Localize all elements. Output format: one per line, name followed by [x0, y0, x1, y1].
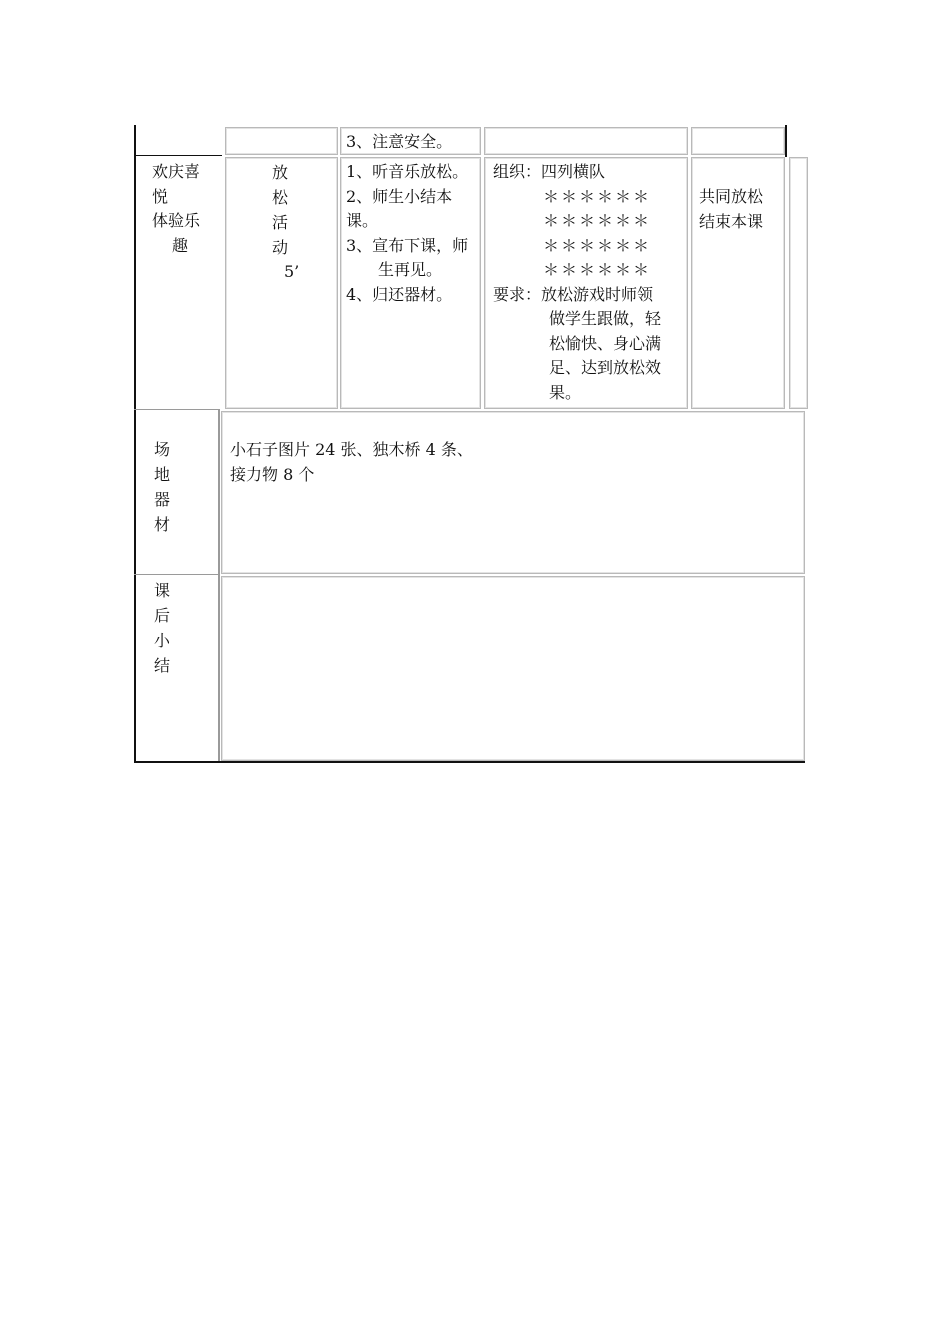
- relax-req-line-4: 足、达到放松效: [549, 358, 662, 377]
- row-divider-relax: [134, 409, 220, 410]
- equipment-content-cell: [221, 411, 805, 574]
- relax-trailing-cell: [789, 157, 808, 409]
- prev-content-cell: [340, 127, 481, 155]
- relax-theme-line-4: 趣: [172, 235, 189, 255]
- summary-label-char-1: 课: [154, 581, 171, 600]
- equipment-label-char-4: 材: [154, 515, 171, 534]
- relax-org-cell: [484, 157, 688, 409]
- relax-activity-char-3: 活: [272, 213, 289, 232]
- relax-goal-line-1: 共同放松: [699, 187, 764, 206]
- relax-content-cell: [340, 157, 481, 409]
- star-row-2: ＊＊＊＊＊＊: [543, 211, 652, 230]
- relax-activity-time: 5’: [284, 262, 300, 281]
- equipment-label-char-2: 地: [154, 465, 171, 484]
- prev-org-cell: [484, 127, 688, 155]
- relax-content-line-6: 4、归还器材。: [346, 284, 453, 304]
- relax-content-line-4: 3、宣布下课，师: [346, 235, 469, 255]
- relax-goal-line-2: 结束本课: [699, 211, 764, 231]
- relax-theme-cell: [136, 157, 222, 409]
- star-row-4: ＊＊＊＊＊＊: [543, 260, 652, 279]
- prev-col-2-cell: [225, 127, 338, 155]
- relax-req-line-3: 松愉快、身心满: [549, 333, 662, 353]
- relax-theme-line-3: 体验乐: [152, 211, 201, 230]
- equipment-label-char-1: 场: [154, 440, 171, 459]
- equipment-label: [154, 437, 170, 537]
- equipment-line-2: 接力物 8 个: [230, 465, 315, 484]
- relax-activity-char-1: 放: [272, 163, 289, 182]
- relax-org-label: 组织：四列横队: [493, 162, 606, 181]
- label-column-divider: [218, 409, 220, 763]
- summary-content-cell: [221, 576, 805, 761]
- summary-label-char-3: 小: [154, 631, 171, 650]
- summary-label-char-4: 结: [154, 656, 171, 675]
- relax-activity-name: [272, 160, 288, 260]
- star-row-3: ＊＊＊＊＊＊: [543, 235, 652, 255]
- relax-activity-cell: [225, 157, 338, 409]
- table-bottom-border: [134, 761, 805, 763]
- prev-goal-cell: [691, 127, 785, 155]
- row-divider-equipment: [134, 574, 220, 575]
- formation-diagram: [543, 185, 651, 283]
- relax-req-line-1: 要求：放松游戏时师领: [493, 284, 654, 304]
- relax-theme-line-2: 悦: [152, 186, 169, 206]
- relax-content-line-1: 1、听音乐放松。: [346, 162, 469, 181]
- relax-content-line-2: 2、师生小结本: [346, 186, 453, 206]
- summary-label-cell: [136, 576, 218, 761]
- relax-activity-char-4: 动: [272, 238, 289, 257]
- star-row-1: ＊＊＊＊＊＊: [543, 186, 652, 206]
- relax-req-line-5: 果。: [549, 382, 582, 402]
- summary-label-char-2: 后: [154, 606, 171, 625]
- relax-theme-line-1: 欢庆喜: [152, 162, 201, 181]
- equipment-label-cell: [136, 411, 218, 574]
- prev-content-text: 3、注意安全。: [346, 132, 453, 151]
- relax-activity-char-2: 松: [272, 188, 289, 207]
- row-divider-top: [134, 155, 222, 156]
- equipment-line-1: 小石子图片 24 张、独木桥 4 条、: [230, 440, 473, 459]
- table-right-border-top: [785, 125, 787, 157]
- relax-content-line-3: 课。: [346, 211, 379, 230]
- summary-label: [154, 578, 170, 678]
- relax-req-line-2: 做学生跟做，轻: [549, 309, 662, 328]
- relax-goal-cell: [691, 157, 785, 409]
- relax-content-line-5: 生再见。: [378, 260, 443, 279]
- equipment-label-char-3: 器: [154, 490, 171, 509]
